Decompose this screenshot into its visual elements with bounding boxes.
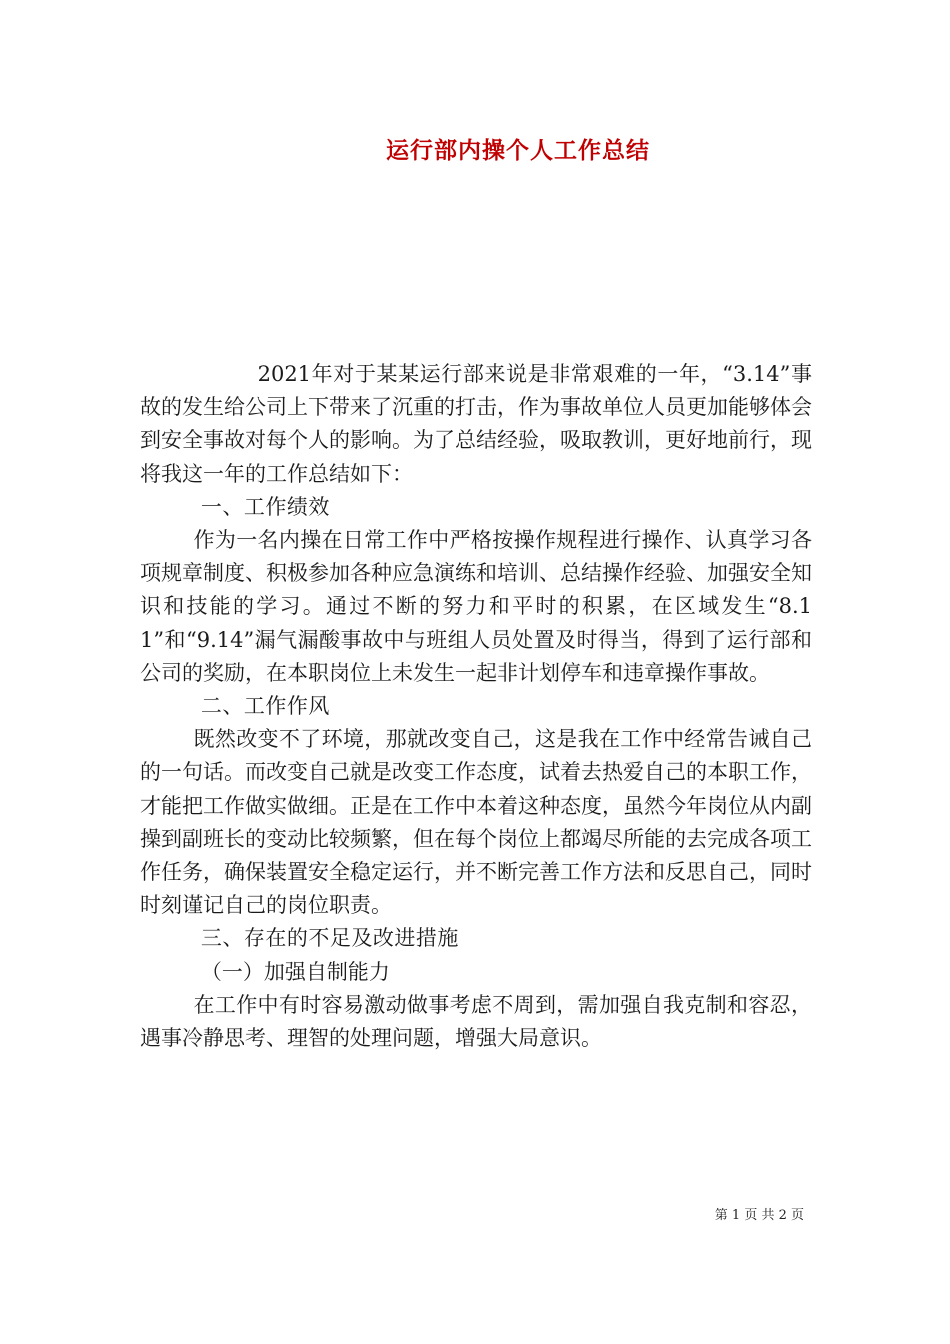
intro-paragraph: 2021年对于某某运行部来说是非常艰难的一年，“3.14”事故的发生给公司上下带来了沉重的打击，作为事故单位人员更加能够体会到安全事故对每个人的影响。为了总结经验，吸取教训，更好地前行，现将我这一年的工作总结如下：	[140, 362, 812, 486]
page-number-footer: 第 1 页 共 2 页	[714, 1208, 804, 1223]
subsection-heading-self-control: （一）加强自制能力	[200, 959, 390, 984]
section-heading-work-style: 二、工作作风	[200, 694, 330, 719]
work-style-paragraph: 既然改变不了环境，那就改变自己，这是我在工作中经常告诫自己的一句话。而改变自己就是改变工作态度，试着去热爱自己的本职工作，才能把工作做实做细。正是在工作中本着这种态度，虽然今年岗位从内副操到副班长的变动比较频繁，但在每个岗位上都竭尽所能的去完成各项工作任务，确保装置安全稳定运行，并不断完善工作方法和反思自己，同时时刻谨记自己的岗位职责。	[140, 727, 812, 918]
section-heading-performance: 一、工作绩效	[200, 494, 330, 519]
section-heading-improvement: 三、存在的不足及改进措施	[200, 926, 459, 951]
document-body	[140, 358, 812, 1055]
performance-paragraph: 作为一名内操在日常工作中严格按操作规程进行操作、认真学习各项规章制度、积极参加各种应急演练和培训、总结操作经验、加强安全知识和技能的学习。通过不断的努力和平时的积累，在区域发生“8.11”和“9.14”漏气漏酸事故中与班组人员处置及时得当，得到了运行部和公司的奖励，在本职岗位上未发生一起非计划停车和违章操作事故。	[140, 528, 812, 685]
document-title: 运行部内操个人工作总结	[386, 137, 650, 164]
self-control-paragraph: 在工作中有时容易激动做事考虑不周到，需加强自我克制和容忍，遇事冷静思考、理智的处理问题，增强大局意识。	[140, 992, 812, 1051]
